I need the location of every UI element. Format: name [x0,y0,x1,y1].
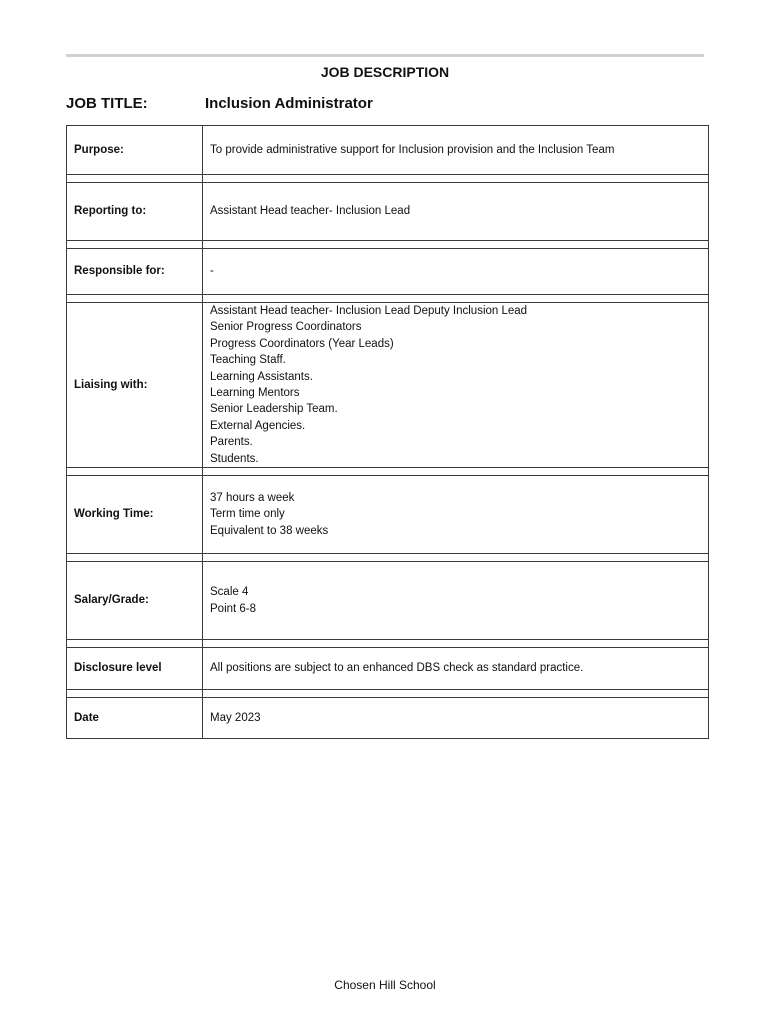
responsible-value: - [203,249,709,295]
working-time-label: Working Time: [67,476,203,554]
disclosure-value: All positions are subject to an enhanced DBS check as standard practice. [203,648,709,690]
spacer-row [67,468,709,476]
liaising-row [67,303,709,468]
salary-line: Scale 4 [210,586,249,599]
job-title-value: Inclusion Administrator [205,95,373,112]
working-time-line: Equivalent to 38 weeks [210,524,329,537]
reporting-value: Assistant Head teacher- Inclusion Lead [203,183,709,241]
spacer-row [67,175,709,183]
liaising-line: External Agencies. [210,419,306,432]
liaising-line: Senior Leadership Team. [210,403,338,416]
responsible-row [67,249,709,295]
spacer-row [67,241,709,249]
disclosure-row [67,648,709,690]
working-time-value [203,476,709,554]
purpose-value: To provide administrative support for Inclusion provision and the Inclusion Team [203,126,709,175]
liaising-label: Liaising with: [67,303,203,468]
responsible-label: Responsible for: [67,249,203,295]
document-heading: JOB DESCRIPTION [320,64,450,80]
date-value: May 2023 [203,698,709,739]
working-time-line: 37 hours a week [210,491,295,504]
spacer-row [67,690,709,698]
job-description-table [66,125,709,739]
spacer-row [67,554,709,562]
liaising-line: Students. [210,452,259,465]
reporting-row [67,183,709,241]
working-time-line: Term time only [210,508,285,521]
purpose-label: Purpose: [67,126,203,175]
disclosure-label: Disclosure level [67,648,203,690]
footer-school-name: Chosen Hill School [334,978,436,992]
salary-label: Salary/Grade: [67,562,203,640]
liaising-line: Parents. [210,436,253,449]
salary-row [67,562,709,640]
date-label: Date [67,698,203,739]
spacer-row [67,295,709,303]
liaising-line: Learning Assistants. [210,370,313,383]
spacer-row [67,640,709,648]
salary-line: Point 6-8 [210,602,257,615]
liaising-line: Senior Progress Coordinators [210,321,362,334]
liaising-line: Learning Mentors [210,387,300,400]
liaising-value [203,303,709,468]
liaising-line: Progress Coordinators (Year Leads) [210,337,394,350]
date-row [67,698,709,739]
header-rule [66,54,704,57]
job-title-label: JOB TITLE: [66,95,148,112]
purpose-row [67,126,709,175]
liaising-line: Teaching Staff. [210,354,286,367]
liaising-line: Assistant Head teacher- Inclusion Lead Deputy Inclusion Lead [210,305,528,317]
working-time-row [67,476,709,554]
reporting-label: Reporting to: [67,183,203,241]
salary-value [203,562,709,640]
